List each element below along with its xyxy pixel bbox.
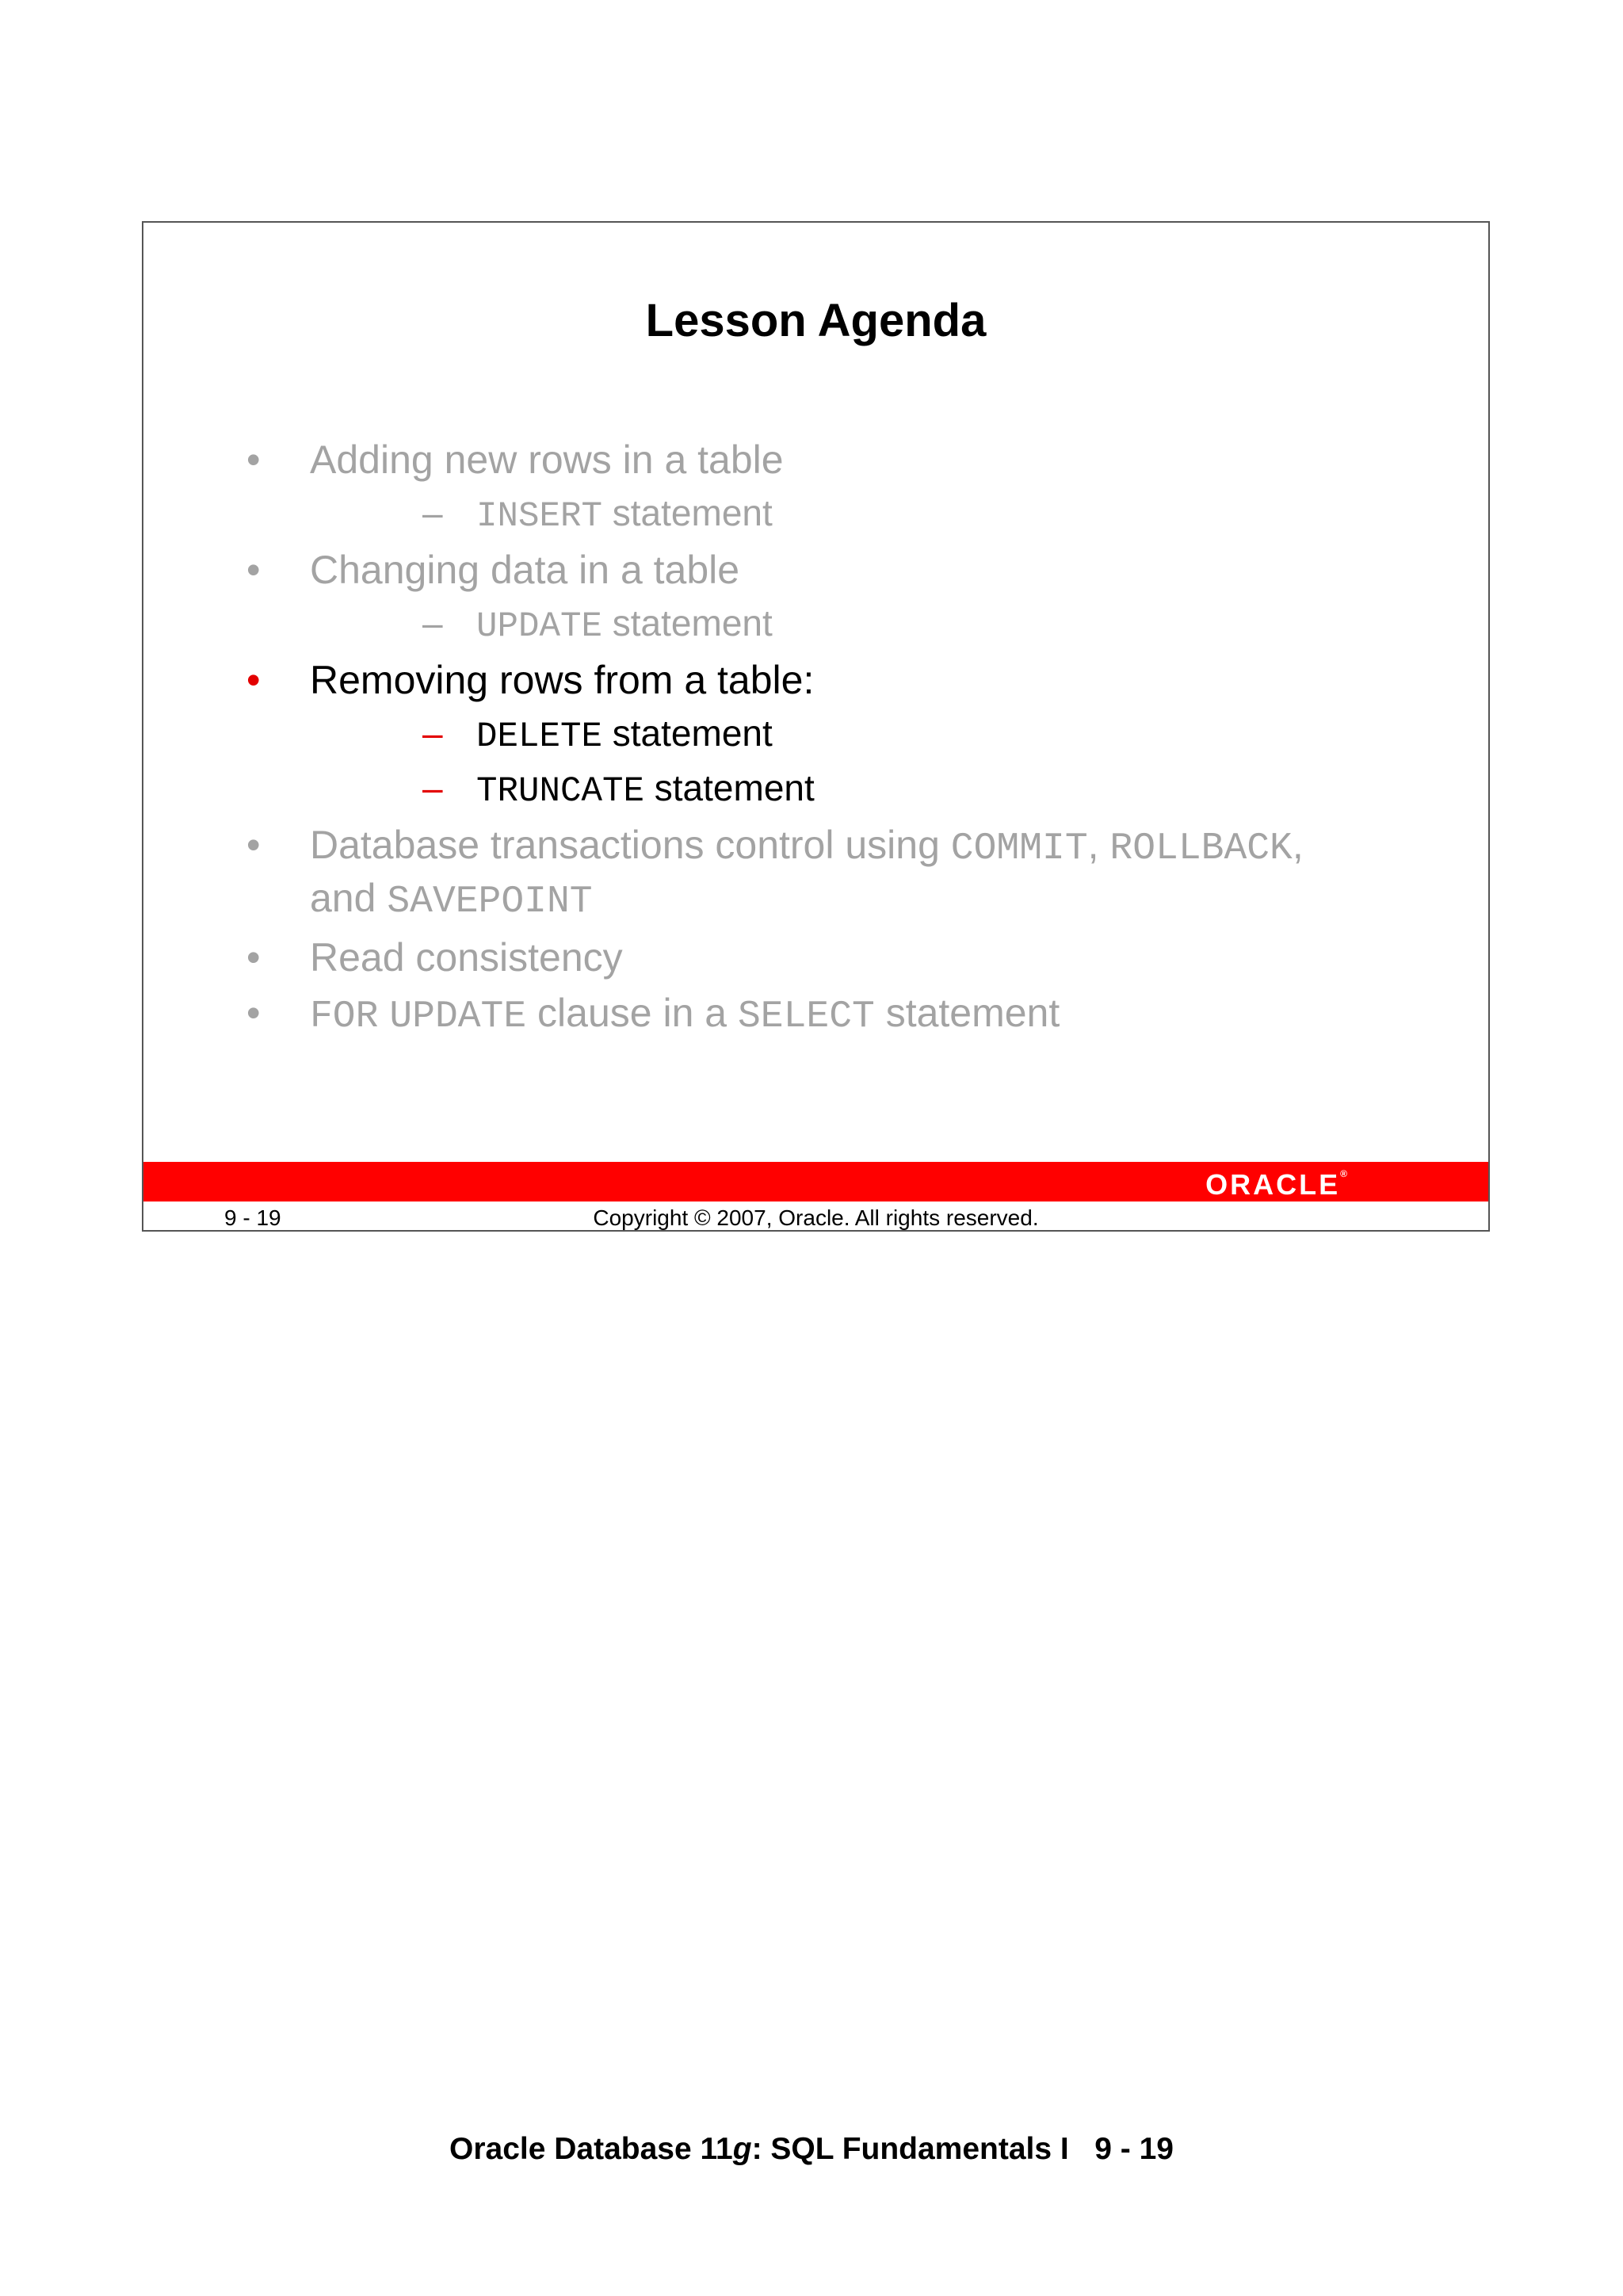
dash-icon: – [422,712,443,754]
dash-icon: – [422,492,443,533]
agenda-item-adding-rows: • Adding new rows in a table [246,435,1451,484]
agenda-subitem-update: – UPDATE statement [422,602,773,647]
dash-icon: – [422,602,443,644]
bullet-icon: • [246,548,261,592]
bullet-icon: • [246,991,261,1035]
slide-title: Lesson Agenda [645,295,987,346]
dash-icon: – [422,767,443,808]
agenda-subitem-insert: – INSERT statement [422,492,773,537]
agenda-item-for-update: • FOR UPDATE clause in a SELECT statement [246,988,1451,1041]
agenda-subitem-delete: – DELETE statement [422,712,773,757]
footer-red-bar [143,1162,1488,1201]
agenda-list [246,429,1451,1041]
slide-number: 9 - 19 [224,1205,281,1230]
bullet-icon: • [246,935,261,980]
page-footer: Oracle Database 11g: SQL Fundamentals I 9 - 19 [449,2132,1174,2166]
agenda-subitem-truncate: – TRUNCATE statement [422,767,815,812]
agenda-item-transactions: • Database transactions control using COMMIT, ROLLBACK, and SAVEPOINT [246,820,1451,926]
copyright-notice: Copyright © 2007, Oracle. All rights reserved. [593,1205,1039,1230]
bullet-icon: • [246,823,261,867]
agenda-item-changing-data: • Changing data in a table [246,545,1451,594]
slide [142,221,1490,1232]
bullet-icon: • [246,437,261,482]
bullet-icon: • [246,658,261,702]
agenda-item-removing-rows: • Removing rows from a table: [246,655,1451,705]
agenda-item-read-consistency: • Read consistency [246,933,1451,982]
oracle-logo: ORACLE® [1205,1168,1347,1201]
